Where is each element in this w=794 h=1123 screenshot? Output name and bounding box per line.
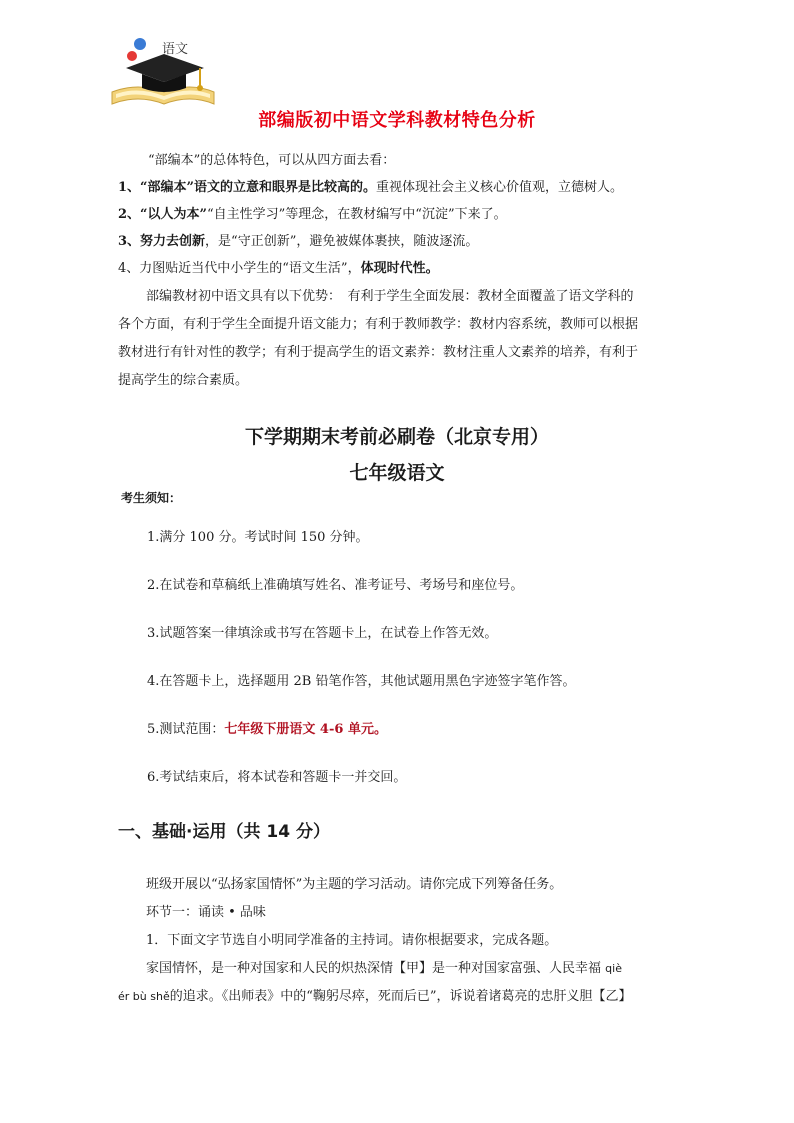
note-5	[147, 718, 387, 737]
pinyin: ér bù shě	[118, 990, 170, 1003]
note-5-scope: 七年级下册语文 4-6 单元。	[224, 722, 387, 737]
point-bold-tail: 体现时代性。	[360, 261, 439, 276]
point-bold: 2、“以人为本”	[118, 207, 208, 222]
note-6: 6.考试结束后，将本试卷和答题卡一并交回。	[147, 770, 407, 785]
exam-title: 下学期期末考前必刷卷（北京专用）	[244, 426, 549, 448]
point-text: 4、力图贴近当代中小学生的“语文生活”，	[118, 261, 361, 276]
point-text: “自主性学习”等理念，在教材编写中“沉淀”下来了。	[207, 207, 507, 222]
intro-point-3	[118, 228, 478, 255]
intro-point-4	[118, 255, 439, 282]
note-4: 4.在答题卡上，选择题用 2B 铅笔作答，其他试题用黑色字迹签字笔作答。	[147, 674, 576, 689]
intro-point-2	[118, 201, 507, 228]
point-text: ，是“守正创新”，避免被媒体裹挟，随波逐流。	[205, 234, 479, 249]
intro-lead: “部编本”的总体特色，可以从四方面去看：	[148, 153, 396, 168]
passage-line-2	[118, 983, 632, 1010]
point-text: 重视体现社会主义核心价值观，立德树人。	[376, 180, 624, 195]
task-intro: 班级开展以“弘扬家国情怀”为主题的学习活动。请你完成下列筹备任务。	[146, 877, 563, 892]
step-label: 环节一：诵读 • 品味	[146, 905, 266, 920]
pinyin: qiè	[605, 962, 622, 975]
question-1: 1．下面文字节选自小明同学准备的主持词。请你根据要求，完成各题。	[146, 933, 558, 948]
note-2: 2.在试卷和草稿纸上准确填写姓名、准考证号、考场号和座位号。	[147, 578, 524, 593]
advantage-line-3: 教材进行有针对性的教学；有利于提高学生的语文素养：教材注重人文素养的培养，有利于	[118, 345, 639, 360]
note-1: 1.满分 100 分。考试时间 150 分钟。	[147, 530, 369, 545]
intro-point-1	[118, 174, 623, 201]
advantage-line-1: 部编教材初中语文具有以下优势： 有利于学生全面发展：教材全面覆盖了语文学科的	[146, 289, 634, 304]
notes-label: 考生须知：	[121, 491, 182, 505]
advantage-line-4: 提高学生的综合素质。	[118, 373, 249, 388]
note-5-prefix: 5.测试范围：	[147, 722, 225, 737]
exam-subtitle: 七年级语文	[349, 462, 445, 484]
note-3: 3.试题答案一律填涂或书写在答题卡上，在试卷上作答无效。	[147, 626, 498, 641]
point-bold: 3、努力去创新	[118, 234, 206, 249]
section-heading: 一、基础·运用（共 14 分）	[118, 822, 330, 842]
passage-text: 的追求。《出师表》中的“鞠躬尽瘁，死而后已”，诉说着诸葛亮的忠肝义胆【乙】	[169, 989, 632, 1004]
point-bold: 1、“部编本”语文的立意和眼界是比较高的。	[118, 180, 377, 195]
passage-line-1	[146, 955, 622, 982]
page-title: 部编版初中语文学科教材特色分析	[258, 110, 536, 131]
advantage-line-2: 各个方面，有利于学生全面提升语文能力；有利于教师教学：教材内容系统，教师可以根据	[118, 317, 639, 332]
passage-text: 家国情怀，是一种对国家和人民的炽热深情【甲】是一种对国家富强、人民幸福	[146, 961, 602, 976]
subject-label: 语文	[162, 42, 189, 57]
